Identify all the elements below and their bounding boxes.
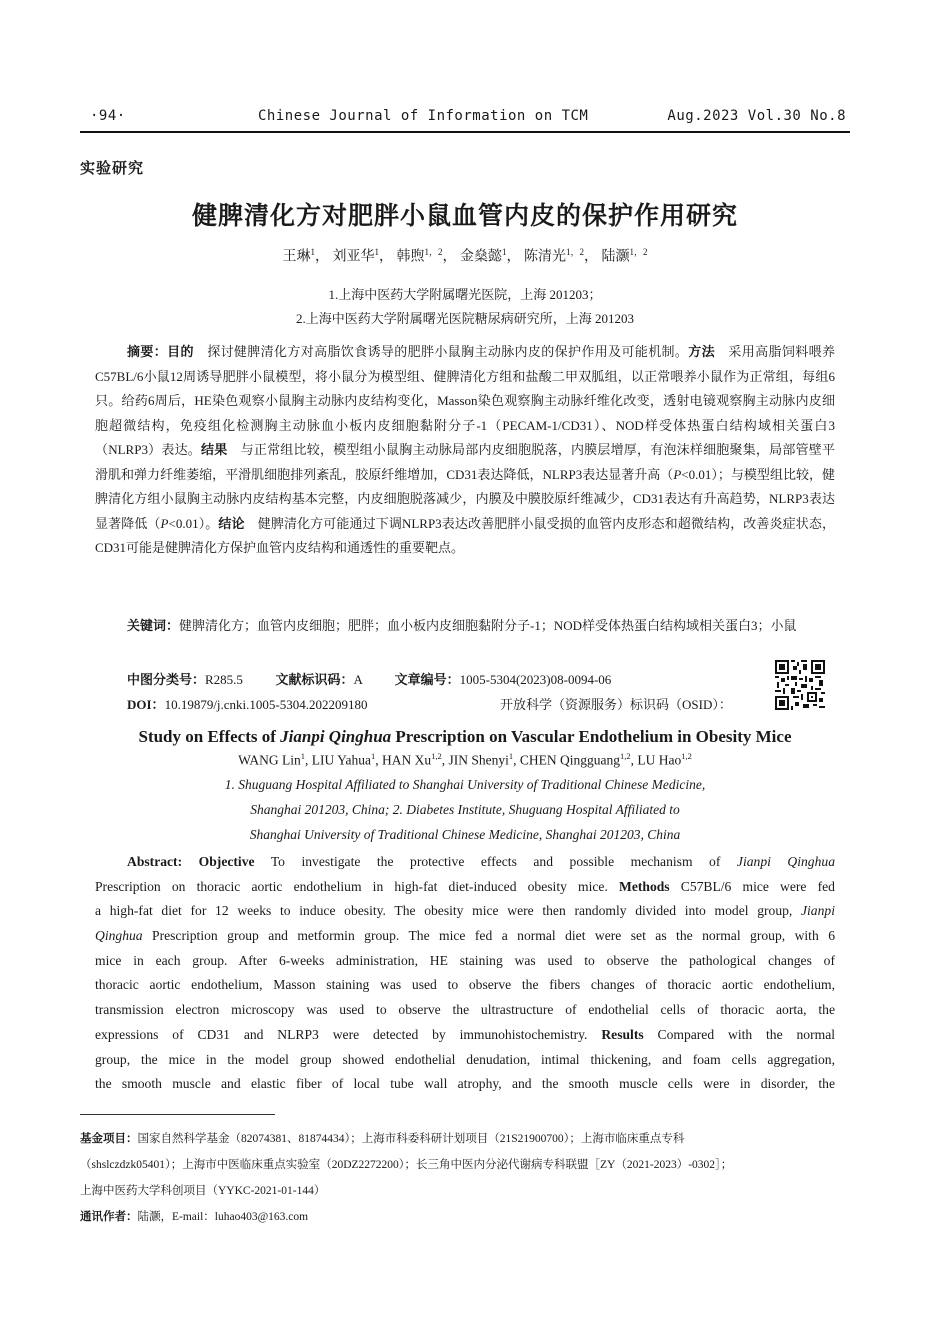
funding-footnote: [80, 1126, 850, 1230]
cn-affiliation-1: 1.上海中医药大学附属曙光医院，上海 201203；: [328, 287, 602, 302]
author-aff: 1: [508, 751, 514, 761]
results-label: 结果: [201, 442, 228, 457]
author-aff: 1: [300, 751, 305, 761]
cn-authors: 王琳$^1$， 刘亚华$^1$， 韩煦$^{1,2}$， 金燊懿$^1$， 陈清光$^{1,2}$， 陆灏$^{1,2}$: [282, 247, 648, 265]
author-aff: 1: [371, 751, 376, 761]
en-abstract-line: [95, 875, 835, 900]
funding-line-3: 上海中医药大学科创项目（YYKC-2021-01-144）: [80, 1185, 326, 1197]
author-name: 金燊懿: [459, 249, 502, 265]
cn-affiliation-2: 2.上海中医药大学附属曙光医院糖尿病研究所，上海 201203: [295, 311, 634, 326]
en-abstract: [95, 850, 835, 1097]
article-no-label: 文章编号：: [394, 672, 460, 687]
objective-text: 探讨健脾清化方对高脂饮食诱导的肥胖小鼠胸主动脉内皮的保护作用及可能机制。: [207, 344, 689, 359]
en-abstract-line: thoracic aortic endothelium, Masson staining was used to observe the fibers changes of thoracic aortic endothelium,: [95, 977, 835, 993]
en-text: Compared with the normal: [657, 1026, 836, 1042]
corresponding-author: [80, 1204, 850, 1230]
author-name: WANG Lin: [238, 752, 301, 768]
en-abstract-label: Abstract:: [127, 854, 183, 869]
en-abstract-line: [95, 899, 835, 924]
doi-row: [127, 694, 368, 713]
article-no-value: 1005-5304(2023)08-0094-06: [459, 672, 612, 687]
funding-line-2: （shslczdzk05401）；上海市中医临床重点实验室（20DZ2272200）；长三角中医内分泌代谢病专科联盟［ZY（2021-2023）-0302］；: [80, 1159, 733, 1171]
author-aff: 1，2: [565, 247, 584, 257]
clc-label: 中图分类号：: [127, 672, 206, 687]
en-methods-label: Methods: [619, 878, 670, 894]
doi-value: 10.19879/j.cnki.1005-5304.202209180: [164, 697, 368, 712]
author-aff: 1，2: [629, 247, 648, 257]
footnote-rule: [80, 1114, 275, 1115]
corr-label: 通讯作者：: [80, 1211, 138, 1223]
author-name: 陆灏: [601, 249, 630, 265]
cn-keywords: [95, 614, 835, 639]
corr-text: 陆灏，E-mail：luhao403@163.com: [137, 1211, 309, 1223]
author-aff: 1,2: [681, 751, 692, 761]
conclusion-label: 结论: [218, 515, 245, 531]
en-italic: Jianpi Qinghua: [736, 854, 835, 869]
author-name: 刘亚华: [332, 249, 375, 265]
en-abstract-line: [95, 850, 835, 875]
en-abstract-line: group, the mice in the model group showed endothelial denudation, intimal thickening, and foam cells aggregation,: [95, 1051, 835, 1067]
en-abstract-line: the smooth muscle and elastic fiber of local tube wall atrophy, and the smooth muscle cells were in disorder, the: [95, 1076, 835, 1092]
author-name: LU Hao: [637, 752, 682, 768]
en-italic: Jianpi: [801, 903, 835, 919]
author-name: LIU Yahua: [311, 752, 371, 768]
en-authors: WANG Lin$^1$, LIU Yahua$^1$, HAN Xu$^{1,2}$, JIN Shenyi$^1$, CHEN Qingguang$^{1,2}$, LU Hao$^{1,2}$: [238, 751, 692, 768]
page-number: ·94·: [90, 108, 126, 124]
keywords-text: 健脾清化方；血管内皮细胞；肥胖；血小板内皮细胞黏附分子-1；NOD样受体热蛋白结构域相关蛋白3；小鼠: [179, 618, 797, 633]
author-aff: 1,2: [620, 751, 631, 761]
author-name: 王琳: [282, 249, 311, 265]
methods-text: 采用高脂饲料喂养C57BL/6小鼠12周诱导肥胖小鼠模型，将小鼠分为模型组、健脾清化方组和盐酸二甲双胍组，以正常喂养小鼠作为正常组，每组6只。给药6周后，HE染色观察小鼠胸主动脉内皮结构变化，Masson染色观察胸主动脉纤维化改变，透射电镜观察胸主动脉内皮细胞超微结构，免疫组化检测胸主动脉血小板内皮细胞黏附分子-1（PECAM-1/CD31）、NOD样受体热蛋白结构域相关蛋白3（NLRP3）表达。: [95, 344, 835, 457]
en-text: Prescription on thoracic aortic endothelium in high-fat diet-induced obesity mice.: [95, 878, 608, 894]
en-results-label: Results: [601, 1026, 644, 1042]
en-text: Prescription group and metformin group. The mice fed a normal diet were set as the normal group, with 6: [152, 928, 835, 944]
en-title: [80, 727, 850, 747]
en-italic: Qinghua: [95, 928, 143, 944]
en-text: a high-fat diet for 12 weeks to induce obesity. The obesity mice were then randomly divided into model group,: [95, 903, 793, 919]
objective-label: 目的: [167, 344, 194, 359]
methods-label: 方法: [688, 344, 716, 359]
funding-line-1: [80, 1126, 850, 1152]
header-rule: [80, 131, 850, 133]
doc-code-value: A: [353, 672, 363, 687]
en-title-part: Study on Effects of: [138, 727, 281, 746]
en-text: C57BL/6 mice were fed: [680, 878, 835, 894]
doi-label: DOI：: [127, 697, 165, 712]
en-abstract-line: mice in each group. After 6-weeks administration, HE staining was used to observe the pathological changes of: [95, 952, 835, 968]
p-value-symbol: P: [673, 466, 682, 482]
en-affiliation-line: Shanghai University of Traditional Chinese Medicine, Shanghai 201203, China: [249, 827, 681, 842]
osid-label: 开放科学（资源服务）标识码（OSID）：: [500, 697, 732, 712]
en-abstract-line: transmission electron microscopy was used to observe the ultrastructure of endothelial cells of thoracic aorta, the: [95, 1002, 835, 1018]
abstract-label: 摘要：: [127, 344, 168, 359]
cn-abstract: [95, 340, 835, 561]
en-abstract-line: [95, 924, 835, 949]
conclusion-text: 健脾清化方可能通过下调NLRP3表达改善肥胖小鼠受损的血管内皮形态和超微结构，改善炎症状态，CD31可能是健脾清化方保护血管内皮结构和通透性的重要靶点。: [95, 515, 835, 555]
en-text: expressions of CD31 and NLRP3 were detected by immunohistochemistry.: [95, 1026, 588, 1042]
issue-info: Aug.2023 Vol.30 No.8: [667, 108, 846, 124]
running-header: [80, 108, 850, 128]
section-label: 实验研究: [80, 161, 145, 177]
author-aff: 1，2: [424, 247, 443, 257]
en-title-part: Prescription on Vascular Endothelium in Obesity Mice: [391, 727, 792, 746]
clc-value: R285.5: [205, 672, 243, 687]
author-name: 陈清光: [523, 249, 566, 265]
author-name: JIN Shenyi: [448, 752, 509, 768]
author-aff: 1: [374, 247, 379, 257]
author-aff: 1: [310, 247, 315, 257]
classification-row: [127, 669, 611, 688]
qr-code-icon[interactable]: [775, 660, 825, 710]
funding-label: 基金项目：: [80, 1133, 138, 1145]
en-objective-label: Objective: [198, 854, 255, 869]
journal-name: Chinese Journal of Information on TCM: [258, 108, 589, 124]
en-title-italic: Jianpi Qinghua: [280, 727, 392, 746]
en-affiliation-line: Shanghai 201203, China; 2. Diabetes Institute, Shuguang Hospital Affiliated to: [250, 802, 680, 817]
author-name: HAN Xu: [382, 752, 432, 768]
en-text: To investigate the protective effects and possible mechanism of: [270, 854, 721, 869]
p-value-symbol: P: [160, 515, 169, 531]
author-aff: 1: [501, 247, 507, 257]
keywords-label: 关键词：: [127, 618, 180, 633]
doc-code-label: 文献标识码：: [275, 672, 354, 687]
results-text: 与正常组比较，模型组小鼠胸主动脉局部内皮细胞脱落，内膜层增厚，有泡沫样细胞聚集，局部管壁平滑肌和弹力纤维萎缩，平滑肌细胞排列紊乱，胶原纤维增加，CD31表达降低，NLRP3表达显著升高（: [95, 442, 835, 482]
en-abstract-line: [95, 1023, 835, 1048]
funding-text: 国家自然科学基金（82074381、81874434）；上海市科委科研计划项目（21S21900700）；上海市临床重点专科: [137, 1133, 685, 1145]
cn-title: 健脾清化方对肥胖小鼠血管内皮的保护作用研究: [191, 203, 738, 230]
results-text: <0.01）；与模型组比较，健脾清化方组小鼠胸主动脉内皮结构基本完整，内皮细胞脱落减少，内膜及中膜胶原纤维减少，CD31表达有升高趋势，NLRP3表达显著降低（: [95, 466, 835, 531]
results-text: <0.01）。: [168, 515, 219, 531]
author-aff: 1,2: [431, 751, 442, 761]
author-name: 韩煦: [396, 249, 425, 265]
author-name: CHEN Qingguang: [519, 752, 620, 768]
en-affiliation-line: 1. Shuguang Hospital Affiliated to Shanghai University of Traditional Chinese Medicine,: [224, 777, 706, 792]
